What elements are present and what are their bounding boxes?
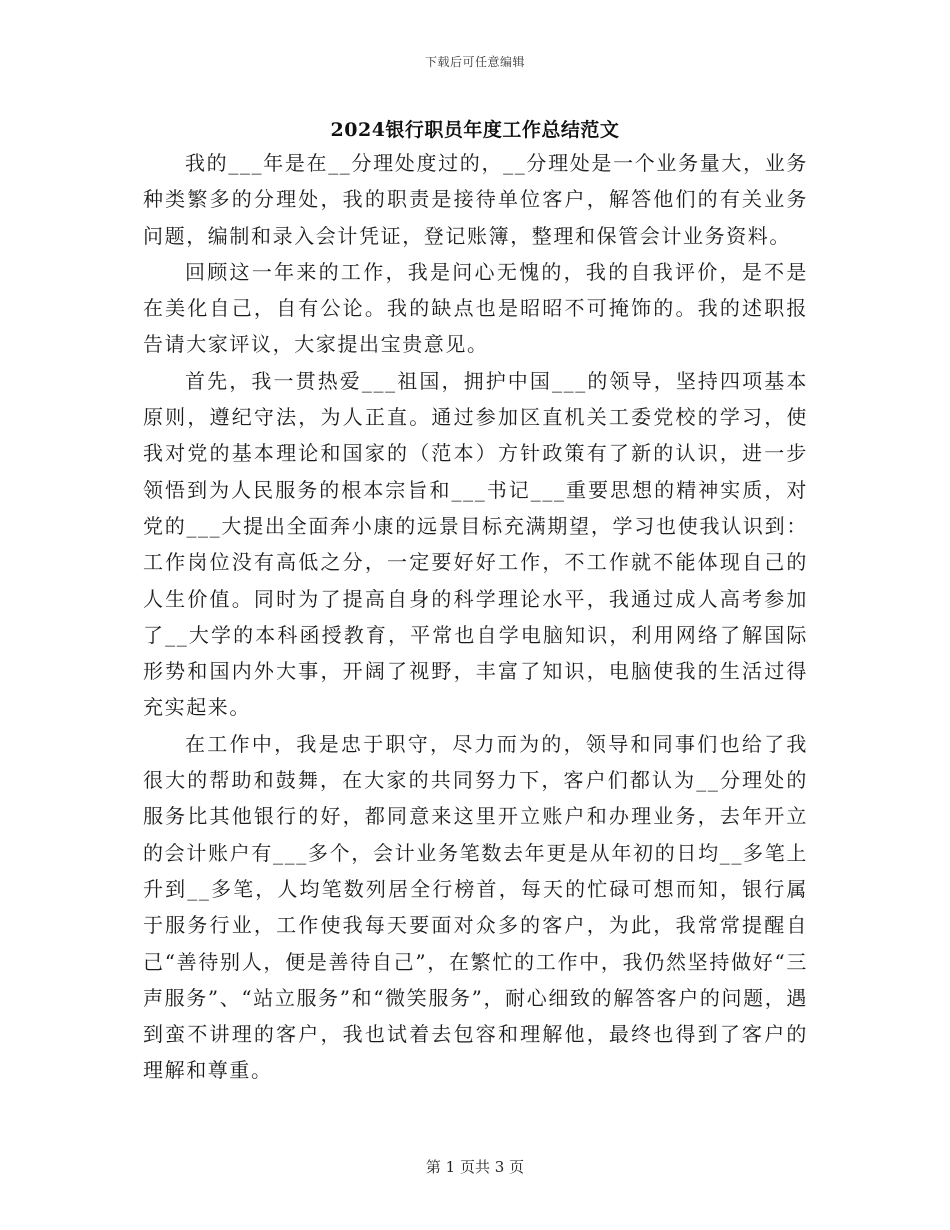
paragraph-1: 我的___年是在__分理处度过的，__分理处是一个业务量大，业务种类繁多的分理处，我的职责是接待单位客户，解答他们的有关业务问题，编制和录入会计凭证，登记账簿，整理和保管会计业务资料。	[143, 151, 808, 248]
header-note: 下载后可任意编辑	[424, 55, 525, 69]
document-body	[143, 145, 808, 1089]
paragraph-2: 回顾这一年来的工作，我是问心无愧的，我的自我评价，是不是在美化自己，自有公论。我的缺点也是昭昭不可掩饰的。我的述职报告请大家评议，大家提出宝贵意见。	[143, 259, 808, 357]
paragraph-3: 首先，我一贯热爱___祖国，拥护中国___的领导，坚持四项基本原则，遵纪守法，为人正直。通过参加区直机关工委党校的学习，使我对党的基本理论和国家的（范本）方针政策有了新的认识，进一步领悟到为人民服务的根本宗旨和___书记___重要思想的精神实质，对党的___大提出全面奔小康的远景目标充满期望，学习也使我认识到：工作岗位没有高低之分，一定要好好工作，不工作就不能体现自己的人生价值。同时为了提高自身的科学理论水平，我通过成人高考参加了__大学的本科函授教育，平常也自学电脑知识，利用网络了解国际形势和国内外大事，开阔了视野，丰富了知识，电脑使我的生活过得充实起来。	[143, 368, 808, 720]
document-title: 2024银行职员年度工作总结范文	[330, 119, 620, 141]
paragraph-4: 在工作中，我是忠于职守，尽力而为的，领导和同事们也给了我很大的帮助和鼓舞，在大家的共同努力下，客户们都认为__分理处的服务比其他银行的好，都同意来这里开立账户和办理业务，去年开立的会计账户有___多个，会计业务笔数去年更是从年初的日均__多笔上升到__多笔，人均笔数列居全行榜首，每天的忙碌可想而知，银行属于服务行业，工作使我每天要面对众多的客户，为此，我常常提醒自己“善待别人，便是善待自己”，在繁忙的工作中，我仍然坚持做好“三声服务”、“站立服务”和“微笑服务”，耐心细致的解答客户的问题，遇到蛮不讲理的客户，我也试着去包容和理解他，最终也得到了客户的理解和尊重。	[143, 731, 808, 1083]
page-indicator: 第 1 页共 3 页	[425, 1158, 525, 1176]
